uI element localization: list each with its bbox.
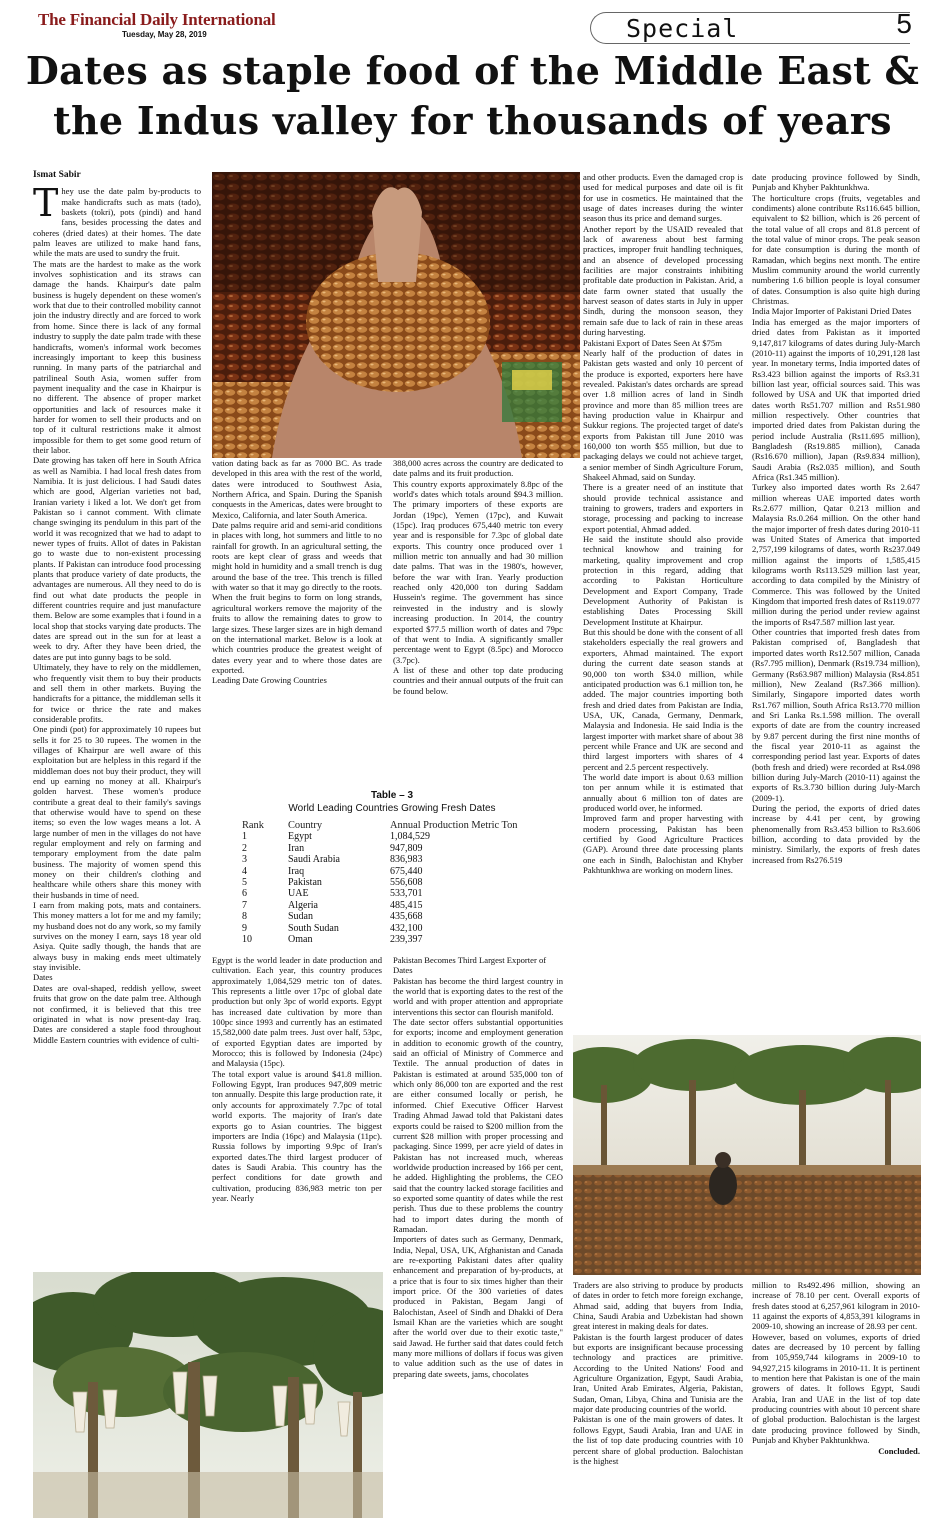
production-cell: 836,983 (390, 854, 423, 866)
paragraph: There is a greater need of an institute that should provide technical assistance and training to growers, traders and exporters in storage, processing and packing to increase export potential, Ahmad added. (583, 482, 743, 534)
column-4b (573, 1280, 743, 1520)
country-cell: UAE (288, 888, 309, 900)
table-header-production: Annual Production Metric Ton (390, 820, 518, 831)
paragraph: Pakistan is one of the main growers of dates. It follows Egypt, Saudi Arabia, Iran and UAE in the list of top date producing countries with 10 percent share of global production. Balochistan is the highest (573, 1414, 743, 1466)
table-grid (242, 820, 562, 945)
paragraph: Turkey also imported dates worth Rs 2.647 million whereas UAE imported dates worth Rs.2.677 million, Qatar 0.213 million and Malaysia Rs.0.264 million. On the other hand the major importer of fresh dates during 2010-11 was United States of America that imported 2,757,199 kilograms of dates, worth Rs237.049 million against the imports of 1,585,415 kilograms worth Rs113.529 million last year, according to data compiled by the Ministry of Commerce. This was followed by the United Kingdom that imported fresh dates of Rs119.077 million during the period under review against the imports of Rs47.587 million last year. (752, 482, 920, 627)
production-cell: 1,084,529 (390, 831, 430, 843)
production-cell: 675,440 (390, 865, 423, 877)
rank-cell: 7 (242, 899, 247, 911)
paragraph: Another report by the USAID revealed that lack of awareness about best farming practices, improper fruit handling techniques, and an absence of developed processing facilities are major constraints inhibiting profitable date production in Pakistan. Arid, a date farm owner stated that usually the harvest season of dates starts in July in upper Sindh, during the monsoon season, they remain safe due to lack of rain in these areas during harvesting. (583, 223, 743, 338)
country-cell: Sudan (288, 911, 313, 923)
production-cell: 556,608 (390, 877, 423, 889)
rank-cell: 1 (242, 831, 247, 843)
closing-note: Concluded. (878, 1445, 920, 1456)
column-2b (212, 955, 382, 1270)
table-title: Table – 3 (370, 790, 414, 801)
paragraph: He said the institute should also provide technical knowhow and training for marketing, quality improvement and crop protection in this regard, adding that according to Pakistan Horticulture Development and Export Company, Trade Development Authority of Pakistan is establishing Dates Processing Skill Development Institute at Khairpur. (583, 534, 743, 627)
paragraph: Importers of dates such as Germany, Denmark, India, Nepal, USA, UK, Afghanistan and Canada are re-exporting Pakistani dates after quality enhancement and preparation of by-products, at a price that is four to six times higher than their import price. Of the 300 varieties of dates produced in Pakistan, Begam Jangi of Balochistan, Aseel of Sindh and Dhakki of Dera Ismail Khan are the varieties which are sought after the world over due to their exotic taste," said Jawad. He further said that dates could fetch many more millions of dollars if focus was given to value addition such as the use of dates in preparing date sweets, jams, chocolates (393, 1234, 563, 1379)
photo-date-palm-trees-icon (33, 1272, 383, 1518)
paragraph: date producing province followed by Sindh, Punjab and Khyber Pakhtunkhwa. (752, 172, 920, 193)
paragraph: million to Rs492.496 million, showing an increase of 78.10 per cent. Overall exports of fresh dates stood at 6,257,961 kilogram in 2010-11 against the exports of 4,853,391 kilograms in 2009-10, showing an increase of 28.93 per cent. (752, 1280, 920, 1332)
production-cell: 533,701 (390, 888, 423, 900)
photo-date-farm-drying (573, 1035, 921, 1275)
rank-cell: 10 (242, 934, 252, 946)
photo-hands-holding-dates-icon (212, 172, 580, 458)
table-row (242, 911, 562, 922)
paragraph: Egypt is the world leader in date production and cultivation. Each year, this country produces approximately 1,084,529 metric ton of dates. This represents a little over 17pc of global date production but only 3pc of world exports. Egypt has increased date cultivation by more than 100pc since 1993 and currently has an estimated 15,582,000 date palm trees. Just over half, 53pc, of exported Egyptian dates are imported by Morocco; this is followed by Indonesia (24pc) and Malaysia (15pc). (212, 955, 382, 1069)
paragraph: The date sector offers substantial opportunities for exports; income and employment generation in addition to economic growth of the country, said an official of Ministry of Commerce and Textile. The annual production of dates in Pakistan is estimated at around 535,000 ton of which only 86,000 ton are exported and the rest are either consumed locally or perish, he informed. Chief Executive Officer Harvest Trading Ahmad Jawad told that Pakistani dates exports could be raised to $200 million from the current $28 million with proper processing and packaging. Since 1999, per acre yield of dates in Pakistan has not increased much, whereas worldwide production increased by 166 per cent, he added. Highlighting the problems, the CEO said that the country lacked storage facilities and so exported some quantity of dates while the rest perish. Thus due to these problems the country had to import dates during the month of Ramadan. (393, 1017, 563, 1234)
table-header-row (242, 820, 562, 831)
paragraph: 388,000 acres across the country are dedicated to date palms and its fruit production. (393, 458, 563, 479)
rank-cell: 2 (242, 842, 247, 854)
country-cell: Egypt (288, 831, 312, 843)
table-row (242, 843, 562, 854)
table-row (242, 923, 562, 934)
table-header-country: Country (288, 820, 323, 831)
column-3b (393, 955, 563, 1520)
rank-cell: 9 (242, 922, 247, 934)
subheading: Pakistani Export of Dates Seen At $75m (583, 337, 722, 348)
table-row (242, 888, 562, 899)
column-2a (212, 458, 382, 758)
paragraph: Pakistan is the fourth largest producer of dates but exports are insignificant because processing technology and practices are primitive. According to the United Nations' Food and Agriculture Organization, Egypt, Saudi Arabia, Iran, United Arab Emirates, Algeria, Pakistan, Sudan, Oman, Libya, China and Tunisia are the major date producing countries of the world. (573, 1331, 743, 1415)
rank-cell: 5 (242, 877, 247, 889)
column-3a (393, 458, 563, 758)
paragraph: hey use the date palm by-products to make handicrafts such as mats (tado), baskets (tokri), pots (pindi) and hand fans, besides processing the dates and coheres (dried dates) at their homes. The date palm leaves are utilized to make hand fans, while the mats are used to sundry the fruit. (33, 186, 201, 259)
headline-line-2: the Indus valley for thousands of years (53, 98, 892, 143)
paragraph: vation dating back as far as 7000 BC. As trade developed in this area with the rest of the world, dates were introduced to Southwest Asia, Northern Africa, and Spain. During the Spanish conquests in the Americas, dates were brought to Mexico, California, and later South America. (212, 458, 382, 520)
paragraph: The world date import is about 0.63 million ton per annum while it is estimated that annually about 6 million ton of dates are produced world over, he informed. (583, 771, 743, 813)
photo-hands-holding-dates (212, 172, 580, 458)
headline-line-1: Dates as staple food of the Middle East & (25, 48, 920, 93)
production-cell: 947,809 (390, 842, 423, 854)
table-row (242, 831, 562, 842)
subheading: Pakistan Becomes Third Largest Exporter of Dates (393, 955, 547, 976)
rank-cell: 3 (242, 854, 247, 866)
paragraph: India has emerged as the major importers of dried dates from Pakistan as it imported 9,147,817 kilograms of dates during July-March (2010-11) against the imports of 10,291,128 last year. In monetary terms, India imported dates of Rs3.423 billion against the imports of Rs3.31 billion last year, official sources said. This was followed by USA and UK that imported dried dates worth Rs51.707 million and Rs51.980 million respectively. Other countries that imported dried dates from Pakistan during the period include Australia (Rs11.695 million), Bangladesh (Rs19.885 million), Canada (Rs16.670 million), Japan (Rs9.834 million), Saudi Arabia (Rs2.035 million), and South Africa (Rs1.345 million). (752, 316, 920, 482)
subheading: Leading Date Growing Countries (212, 675, 327, 686)
paragraph: Pakistan has become the third largest country in the world that is exporting dates to the rest of the world and with proper attention and appropriate interventions this sector can flourish manifold. (393, 975, 563, 1017)
section-label: Special (626, 14, 739, 43)
paragraph: But this should be done with the consent of all stakeholders especially the real growers and exporters, Ahmad maintained. The export during the current date season stands at 90,000 ton worth $34.0 million, while anticipated production was 6.1 million ton, he added. The major countries importing both fresh and dried dates from Pakistan are India, USA, UK, Canada, Germany, Denmark, Malaysia and Indonesia. He said India is the largest importer with market share of about 38 percent while France and UK are second and third largest importers with shares of 4 percent and 2.5 percent respectively. (583, 627, 743, 772)
production-table (212, 790, 572, 950)
production-cell: 485,415 (390, 899, 423, 911)
paragraph: Traders are also striving to produce by products of dates in order to fetch more foreign exchange, Ahmad said, adding that buyers from India, China, Saudi Arabia and Uzbekistan had shown great interest in making deals for dates. (573, 1280, 743, 1332)
paragraph: However, based on volumes, exports of dried dates are decreased by 10 percent by falling from 105,959,744 kilograms in 2009-10 to 94,927,215 kilograms in 2010-11. It is pertinent to mention here that Pakistan is one of the main growers of dates. It follows Egypt, Saudi Arabia, Iran and UAE in the list of top date producing countries with about 10 percent share of global production. Balochistan is the largest date producing province followed by Sindh, Punjab and Khyber Pakhtunkhwa. (752, 1331, 920, 1446)
paragraph: A list of these and other top date producing countries and their annual outputs of the fruit can be found below. (393, 664, 563, 696)
country-cell: Saudi Arabia (288, 854, 340, 866)
table-row (242, 877, 562, 888)
table-row (242, 900, 562, 911)
rank-cell: 6 (242, 888, 247, 900)
column-4a (583, 172, 743, 1032)
page-number: 5 (896, 8, 912, 39)
production-cell: 432,100 (390, 922, 423, 934)
country-cell: Pakistan (288, 877, 322, 889)
paragraph: and other products. Even the damaged crop is used for medical purposes and date oil is fit for use in cosmetics. He maintained that the usage of dates increases during the winter season thus its price and demand surges. (583, 172, 743, 224)
production-cell: 435,668 (390, 911, 423, 923)
byline: Ismat Sabir (33, 170, 81, 180)
table-subtitle: World Leading Countries Growing Fresh Dates (288, 803, 496, 814)
country-cell: Iraq (288, 865, 305, 877)
paragraph: Improved farm and proper harvesting with modern processing, Pakistan has been certified by Good Agriculture Practices (GAP). Around three date processing plants one each in Sindh, Balochistan and Khyber Pakhtunkhwa are working on modern lines. (583, 813, 743, 876)
table-row (242, 866, 562, 877)
table-header-rank: Rank (242, 820, 264, 831)
rank-cell: 8 (242, 911, 247, 923)
paragraph: I earn from making pots, mats and containers. This money matters a lot for me and my family; my husband does not do any work, so my family survives on the money I earn, says 18 year old Asiya. Quite sadly though, the hands that are always busy in making ends meet ultimately stay invisible. (33, 900, 201, 973)
paragraph: This country exports approximately 8.8pc of the world's dates which totals around $94.3 million. The primary importers of these exports are Jordan (19pc), Yemen (17pc), and Kuwait (15pc). Iraq produces 675,440 metric ton every year and is responsible for 7.3pc of global date exports. This country once produced over 1 million metric ton annually and had 30 million date palms. That was in the 1980's, however, before the war with Iran. Yearly production reached only 420,000 ton during Saddam Hussein's regime. The government has since reinvested in the industry and is slowly increasing production. In 2014, the country exported $77.5 million worth of dates and 79pc of that went to India. A significantly smaller percentage went to Egypt (8.5pc) and Morocco (3.7pc). (393, 478, 563, 665)
country-cell: Iran (288, 842, 305, 854)
production-cell: 239,397 (390, 934, 423, 946)
country-cell: Oman (288, 934, 313, 946)
paragraph: One pindi (pot) for approximately 10 rupees but sells it for 25 to 30 rupees. The women in the villages of Khairpur are well aware of this exploitation but are helpless in this regard if the middleman does not buy their product, they will end up earning no money at all. Khairpur's golden harvest. These women's produce contribute a great deal to their family's savings that otherwise would have to spend on these items; so even the low wages means a lot. A large number of men in the villages do not have regular employment and rely on farming and temporary employment from the date palm business. The majority of women spend this money on their children's clothing and healthcare while others share this money with their husbands in time of need. (33, 724, 201, 900)
issue-date: Tuesday, May 28, 2019 (122, 30, 207, 39)
country-cell: Algeria (288, 899, 318, 911)
paragraph: Nearly half of the production of dates in Pakistan gets wasted and only 10 percent of the produce is exported, exporters here have revealed. Pakistan's dates orchards are spread over 1.8 million acres of land in Sindh province and more than 85 million trees are having production value in Khairpur and Sukkur regions. The projected target of date's exports from Pakistan till June 2010 was 160,000 ton worth $55 million, but due to packaging delays we could not achieve target, a senior member of Sindh Agriculture Forum, Shakeel Ahmad, said on Sunday. (583, 347, 743, 482)
table-row (242, 934, 562, 945)
photo-date-palm-trees (33, 1272, 383, 1518)
column-1 (33, 170, 201, 1270)
paragraph: The total export value is around $41.8 million. Following Egypt, Iran produces 947,809 metric ton annually. Despite this large production rate, it only accounts for approximately 7.7pc of total world exports. The majority of Iran's date exports go to Asian countries. The biggest importers are India (16pc) and Malaysia (11pc). Russia follows by importing 9.9pc of Iran's exported dates.The third largest producer of dates is Saudi Arabia. This country has the perfect conditions for date growth and cultivation, producing 836,983 metric ton per year. Nearly (212, 1068, 382, 1203)
paragraph: Other countries that imported fresh dates from Pakistan comprised of, Bangladesh that imported dates worth Rs12.507 million, Canada (Rs7.795 million), Denmark (Rs19.734 million), Germany (Rs63.987 million) Malaysia (Rs4.851 million), New Zealand (Rs7.366 million). Similarly, Singapore imported dates worth Rs1.767 million, South Africa Rs13.770 million and Sri Lanka Rs.1.598 million. The overall exports of date are from the country increased by 9.87 percent during the first nine months of the fiscal year 2010-11 as against the corresponding period last year. Exports of dates (both fresh and dried) were recorded at Rs4.098 billion during July-March (2010-11) against the exports of Rs.3.730 billion during July-March (2009-1). (752, 627, 920, 803)
paragraph: The mats are the hardest to make as the work involves sophistication and its straws can damage the hands. Khairpur's date palm business is hugely dependent on these women's work that due to their controlled mobility cannot join the industry directly and are forced to work from home. Since there is lack of any formal industry to supply the date palm trade with these handicrafts, women's informal work becomes increasingly important to keep this business running. In many parts of the patriarchal and patrilineal South Asia, women suffer from payment inequality and the case in Khairpur is no different. The absence of proper market opportunities and lack of resources make it harder for women to sell their products and on top of it cultural restrictions make it almost impossible for them to get some good return of their labor. (33, 258, 201, 455)
paragraph: Date growing has taken off here in South Africa as well as Namibia. I had local fresh dates from Namibia. It is just delicious. I had Saudi dates which are good, Algerian varieties not bad, Iranian variety i liked a lot. We don't get from Pakistan so i cannot comment. With climate change swinging its pendulum in this part of the world it was recognized that we had to adapt to newer types of fruits. Allot of dates in Pakistan go to waste due to non-existent processing plants. If Pakistan can introduce food processing plants that produce variety of date products, the advantages are numerous. All they need to do is find out what date products the people in different countries require and just manufacture them. Below are some examples that i found in a local shop that stocks varying date products. The dates are spread out in the sun for at least a week to dry. After they have been dried, the dates are put into gunny bags to be sold. (33, 455, 201, 662)
column-5a (752, 172, 920, 1032)
table-row (242, 854, 562, 865)
country-cell: South Sudan (288, 922, 339, 934)
paragraph: The horticulture crops (fruits, vegetables and condiments) alone contribute Rs116.645 billion, equivalent to $2 billion, which is 26 percent of the total value of all crops and 81.8 percent of the total value of minor crops. The peak season for date consumption is during the month of Ramadan, which begins next month. The entire Muslim community around the world currently numbering 1.6 billion people is loyal consumer of dates. Consumption is also quite high during Christmas. (752, 192, 920, 307)
drop-cap: T (33, 181, 59, 226)
paragraph: Dates are oval-shaped, reddish yellow, sweet fruits that grow on the date palm tree. Although not confirmed, it is believed that this tree originated in what is now present-day Iraq. Dates are considered a staple food throughout Middle Eastern countries with evidence of culti- (33, 982, 201, 1045)
paragraph: During the period, the exports of dried dates increase by 4.41 per cent, by growing phenomenally from Rs3.453 billion to Rs3.606 billion, according to data provided by the ministry. Similarly, the exports of fresh dates increased from Rs276.519 (752, 802, 920, 865)
newspaper-name: The Financial Daily International (38, 10, 276, 29)
paragraph: Ultimately, they have to rely on the middlemen, who frequently visit them to buy their products and sell them in other markets. Buying the handicrafts for a pittance, the middleman sells it for twice or thrice the rate and makes considerable profits. (33, 662, 201, 724)
paragraph: Date palms require arid and semi-arid conditions in places with long, hot summers and little to no rainfall for growth. In an agricultural setting, the roots are kept clear of grass and weeds that might hold in humidity and a small trench is dug around the base of the tree. This trench is filled with water so that it may go directly to the roots. When the fruit begins to form on long strands, agricultural workers remove the majority of the fruits to allow the remaining dates to grow to large sizes. These larger sizes are in high demand on the international market. Below is a look at which countries produce the greatest weight of dates every year and to where those dates are exported. (212, 520, 382, 675)
photo-date-farm-drying-icon (573, 1035, 921, 1275)
subheading: Dates (33, 972, 53, 983)
column-5b (752, 1280, 920, 1520)
headline (0, 46, 945, 146)
subheading: India Major Importer of Pakistani Dried Dates (752, 306, 912, 317)
rank-cell: 4 (242, 865, 247, 877)
masthead (30, 8, 920, 43)
